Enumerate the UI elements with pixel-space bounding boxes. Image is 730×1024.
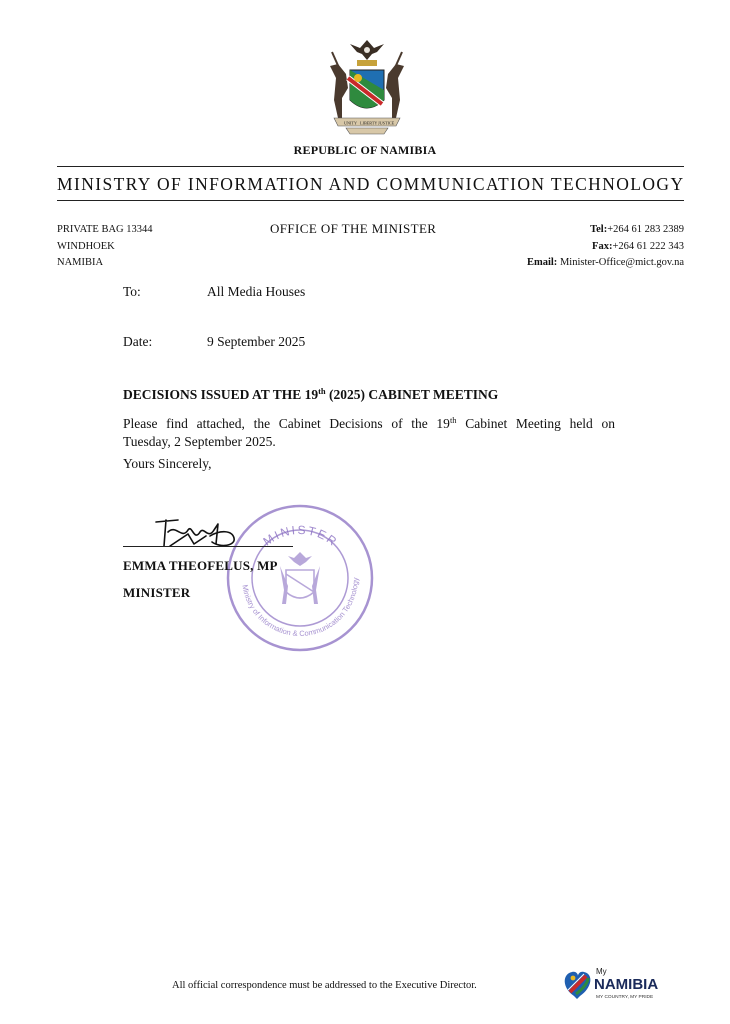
header-top-rule bbox=[57, 166, 684, 167]
logo-brand: NAMIBIA bbox=[594, 976, 659, 993]
fax-value: +264 61 222 343 bbox=[612, 240, 684, 252]
stamp-ring-text: Ministry of Information & Communication Technology bbox=[240, 577, 361, 639]
postal-address bbox=[57, 222, 152, 272]
letter-subject: DECISIONS ISSUED AT THE 19th (2025) CABINET MEETING bbox=[123, 386, 499, 402]
header-bottom-rule bbox=[57, 200, 684, 201]
ministry-title: MINISTRY OF INFORMATION AND COMMUNICATION TECHNOLOGY bbox=[57, 174, 685, 194]
logo-prefix: My bbox=[596, 967, 607, 976]
logo-tagline: MY COUNTRY, MY PRIDE bbox=[596, 995, 654, 1000]
coat-of-arms-motto-word: LIBERTY bbox=[360, 120, 378, 126]
signatory-name: EMMA THEOFELUS, MP bbox=[123, 558, 278, 573]
footer-note: All official correspondence must be addressed to the Executive Director. bbox=[172, 980, 477, 991]
date-value: 9 September 2025 bbox=[207, 334, 306, 349]
email-value: Minister-Office@mict.gov.na bbox=[559, 257, 684, 268]
date-label: Date: bbox=[123, 334, 153, 349]
office-heading: OFFICE OF THE MINISTER bbox=[270, 221, 437, 236]
email-label: Email: bbox=[526, 257, 558, 268]
address-line: NAMIBIA bbox=[57, 257, 104, 268]
country-heading: REPUBLIC OF NAMIBIA bbox=[293, 143, 437, 157]
address-line: PRIVATE BAG 13344 bbox=[57, 224, 153, 235]
body-line-1: Please find attached, the Cabinet Decisions of the 19th Cabinet Meeting held on bbox=[123, 415, 615, 431]
coat-of-arms-motto-word: JUSTICE bbox=[378, 120, 395, 126]
handwritten-signature bbox=[148, 510, 248, 555]
tel-value: +264 61 283 2389 bbox=[607, 224, 684, 235]
letter-body bbox=[123, 411, 615, 451]
recipient-value: All Media Houses bbox=[207, 284, 306, 299]
tel-label: Tel: bbox=[590, 224, 608, 235]
coat-of-arms-motto-word: UNITY bbox=[344, 120, 358, 126]
closing-salutation: Yours Sincerely, bbox=[123, 456, 212, 471]
signatory-title: MINISTER bbox=[123, 585, 191, 600]
address-line: WINDHOEK bbox=[57, 240, 115, 252]
my-namibia-logo bbox=[560, 962, 670, 1006]
fax-label: Fax: bbox=[592, 240, 613, 252]
contact-details bbox=[527, 222, 684, 272]
coat-of-arms-emblem bbox=[322, 38, 412, 138]
body-line-2: Tuesday, 2 September 2025. bbox=[123, 434, 276, 449]
stamp-top-text: MINISTER bbox=[260, 522, 341, 550]
recipient-label: To: bbox=[123, 284, 141, 299]
signature-line bbox=[123, 546, 293, 547]
